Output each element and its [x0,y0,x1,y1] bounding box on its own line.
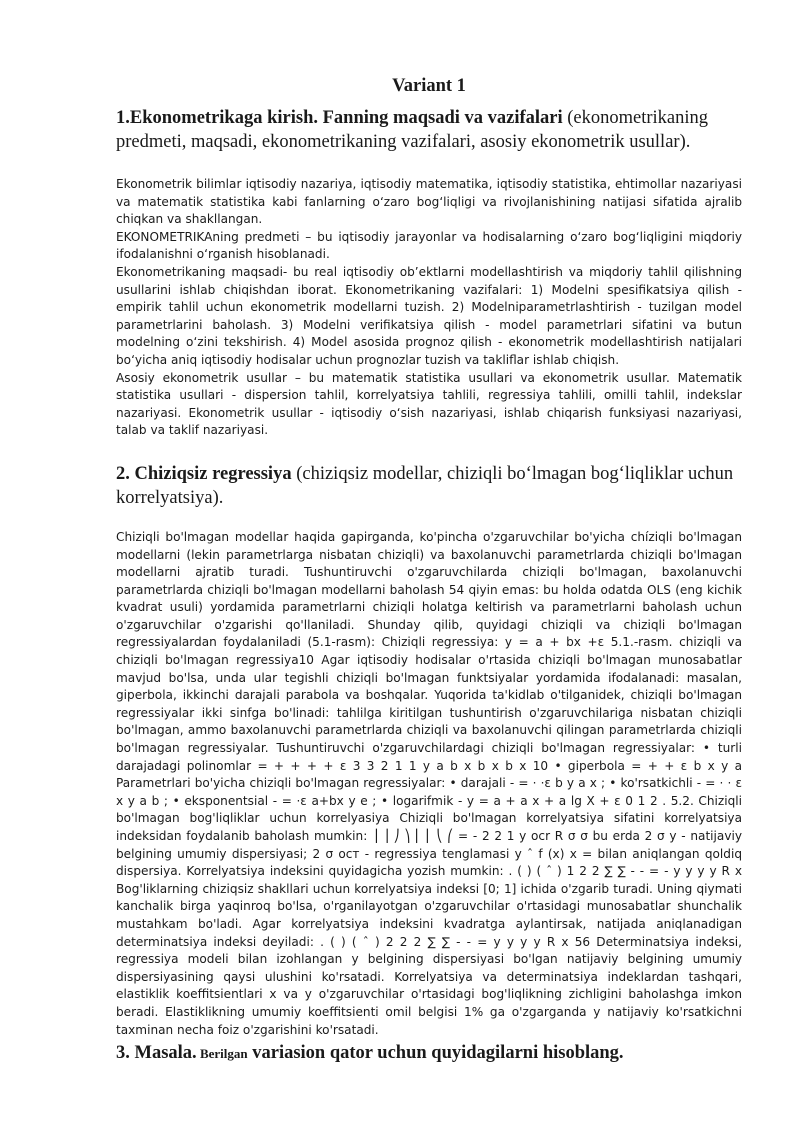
section2-heading [116,462,742,510]
section2-heading-bold: 2. Chiziqsiz regressiya [116,463,292,484]
section3-heading-bold-b: variasion qator uchun quyidagilarni hisoblang. [247,1043,624,1064]
section1-paragraph: Ekonometrik bilimlar iqtisodiy nazariya, iqtisodiy matematika, iqtisodiy statistika, ehtimollar nazariyasi va matematik statistika kabi fanlarning o‘zaro bog‘liqligi va rivojlanishining natijasi sifatida ajralib chiqkan va shakllangan. [116,177,742,227]
section1-paragraph: Asosiy ekonometrik usullar – bu matematik statistika usullari va ekonometrik usullar. Matematik statistika usullari - dispersion tahlil, korrelyatsiya tahlili, regressiya tahlili, omilli tahlil, indekslar nazariyasi. Ekonometrik usullar - iqtisodiy o‘sish nazariyasi, ishlab chiqarish funksiyasi nazariyasi, talab va taklif nazariyasi. [116,370,742,438]
section1-body [116,176,742,440]
variant-title: Variant 1 [392,76,466,96]
section1-paragraph: EKONOMETRIKAning predmeti – bu iqtisodiy jarayonlar va hodisalarning o‘zaro bog‘liqligini miqdoriy ifodalanishni o‘rganish hisoblanadi. [116,229,742,262]
section1-heading-bold: 1.Ekonometrikaga kirish. Fanning maqsadi va vazifalari [116,108,563,128]
section2-paragraph: Chiziqli bo'lmagan modellar haqida gapirganda, ko'pincha o'zgaruvchilar bo'yicha chíziqli bo'lmagan modellarni (lekin parametrlarga nisbatan chiziqli) va baxolanuvchi parametrlarda chiziqli bo'lmagan modellarni ajratib turadi. Tushuntiruvchi o'zgaruvchilarda chiziqli bo'lmagan, baxolanuvchi parametrlarda chiziqli bo'lmagan modellarni baholash 54 qiyin emas: bu holda odatda OLS (eng kichik kvadrat usuli) yordamida parametrlarni chiziqli holatga keltirish va parametrlarni baholash uchun o'zgaruvchilar o'zgarishi qo'llaniladi. Shunday qilib, quyidagi chiziqli va chiziqli bo'lmagan regressiyalardan foydalaniladi (5.1-rasm): Chiziqli regressiya: y = a + bx +ε 5.1.-rasm. chiziqli va chiziqli bo'lmagan regressiya10 Agar iqtisodiy hodisalar o'rtasida chiziqli bo'lmagan munosabatlar mavjud bo'lsa, unda ular tegishli chiziqli bo'lmagan funktsiyalar yordamida ifodalanadi: masalan, giperbola, ikkinchi darajali parabola va boshqalar. Yuqorida ta'kidlab o'tilganidek, chiziqli bo'lmagan regressiyalar ikki sinfga bo'linadi: tahlilga kiritilgan tushuntirish o'zgaruvchilariga nisbatan chiziqli bo'lmagan, ammo baxolanuvchi parametrlarda chiziqli va baxolanuvchi qilingan parametrlarda chiziqli bo'lmagan regressiyalar. Tushuntiruvchi o'zgaruvchilardagi chiziqli bo'lmagan regressiyalar: • turli darajadagi polinomlar = + + + + ε 3 3 2 1 1 y a b x b x b x 10 • giperbola = + + ε b x y a Parametrlari bo'yicha chiziqli bo'lmagan regressiyalar: • darajali - = ⋅ ⋅ε b y a x ; • ko'rsatkichli - = ⋅ ⋅ ε x y a b ; • eksponentsial - = ⋅ε a+bx y e ; • logarifmik - y = a + a x + a lg X + ε 0 1 2 . 5.2. Chiziqli bo'lmagan bog'liqliklar uchun korrelyasiya Chiziqli bo'lmagan korrelyatsiya sifatini korrelyatsiya indeksidan foydalanib baholash mumkin: ⎟ ⎟ ⎠ ⎞ ⎜ ⎜ ⎝ ⎛ = - 2 2 1 y осr R σ σ bu erda 2 σ y - natijaviy belgining umumiy dispersiyasi; 2 σ ост - regressiya tenglamasi y ˆ f (x) x = bilan aniqlangan qoldiq dispersiya. Korrelyatsiya indeksini quyidagicha yozish mumkin: . ( ) ( ˆ ) 1 2 2 ∑ ∑ - - = - y y y y R x Bog'liklarning chiziqsiz shakllari uchun korrelyatsiya indeksi [0; 1] ichida o'zgarib turadi. Uning qiymati kanchalik birga yaqinroq bo'lsa, o'rganilayotgan o'zgaruvchilar o'rtasidagi munosabatlar shunchalik mustahkam bo'ladi. Agar korrelyatsiya indeksini kvadratga aylantirsak, natijada aniqlanadigan determinatsiya indeksi deyiladi: . ( ) ( ˆ ) 2 2 2 ∑ ∑ - - = y y y y R x 56 Determinatsiya indeksi, regressiya modeli bilan izohlangan y belgining dispersiyasi bo'lgan natijaviy belgining umumiy dispersiyasining qaysi ulushini ko'rsatadi. Korrelyatsiya va determinatsiya indeklardan tashqari, elastiklik koeffitsientlari x va y o'zgaruvchilar o'rtasidagi bog'liqlikning zichligini baholashga imkon beradi. Elastiklikning umumiy koeffitsienti omil belgisi 1% ga o'zgarganda y natijaviy ko'rsatkichni taxminan necha foiz o'zgarishini ko'rsatadi. [116,529,742,1037]
section3-heading [116,1042,742,1065]
section1-heading [116,106,742,154]
section2-body [116,529,742,1039]
section1-heading-rest: (ekonometrikaning predmeti, maqsadi, ekonometrikaning vazifalari, asosiy ekonometrik usullar). [116,108,709,152]
document-page [116,74,742,1065]
section3-heading-bold-a: 3. Masala. [116,1043,197,1064]
section1-paragraph: Ekonometrikaning maqsadi- bu real iqtisodiy ob’ektlarni modellashtirish va miqdoriy tahlil qilishning usullarini ishlab chiqishdan iborat. Ekonometrikaning vazifalari: 1) Modelni spesifikatsiya qilish - empirik tahlil uchun ekonometrik modellarni tuzish. 2) Modelniparametrlashtirish - tuzilgan model parametrlarini baholash. 3) Modelni verifikatsiya qilish - model parametrlari sifatini va butun modelning o‘zini tekshirish. 4) Model asosida prognoz qilish - ekonometrik modellashtirish natijalari bo‘yicha aniq iqtisodiy hodisalar uchun prognozlar tuzish va takliflar ishlab chiqish. [116,264,742,367]
section3-heading-small: Berilgan [196,1046,248,1062]
section2-heading-rest: (chiziqsiz modellar, chiziqli bo‘lmagan bog‘liqliklar uchun korrelyatsiya). [116,463,734,508]
